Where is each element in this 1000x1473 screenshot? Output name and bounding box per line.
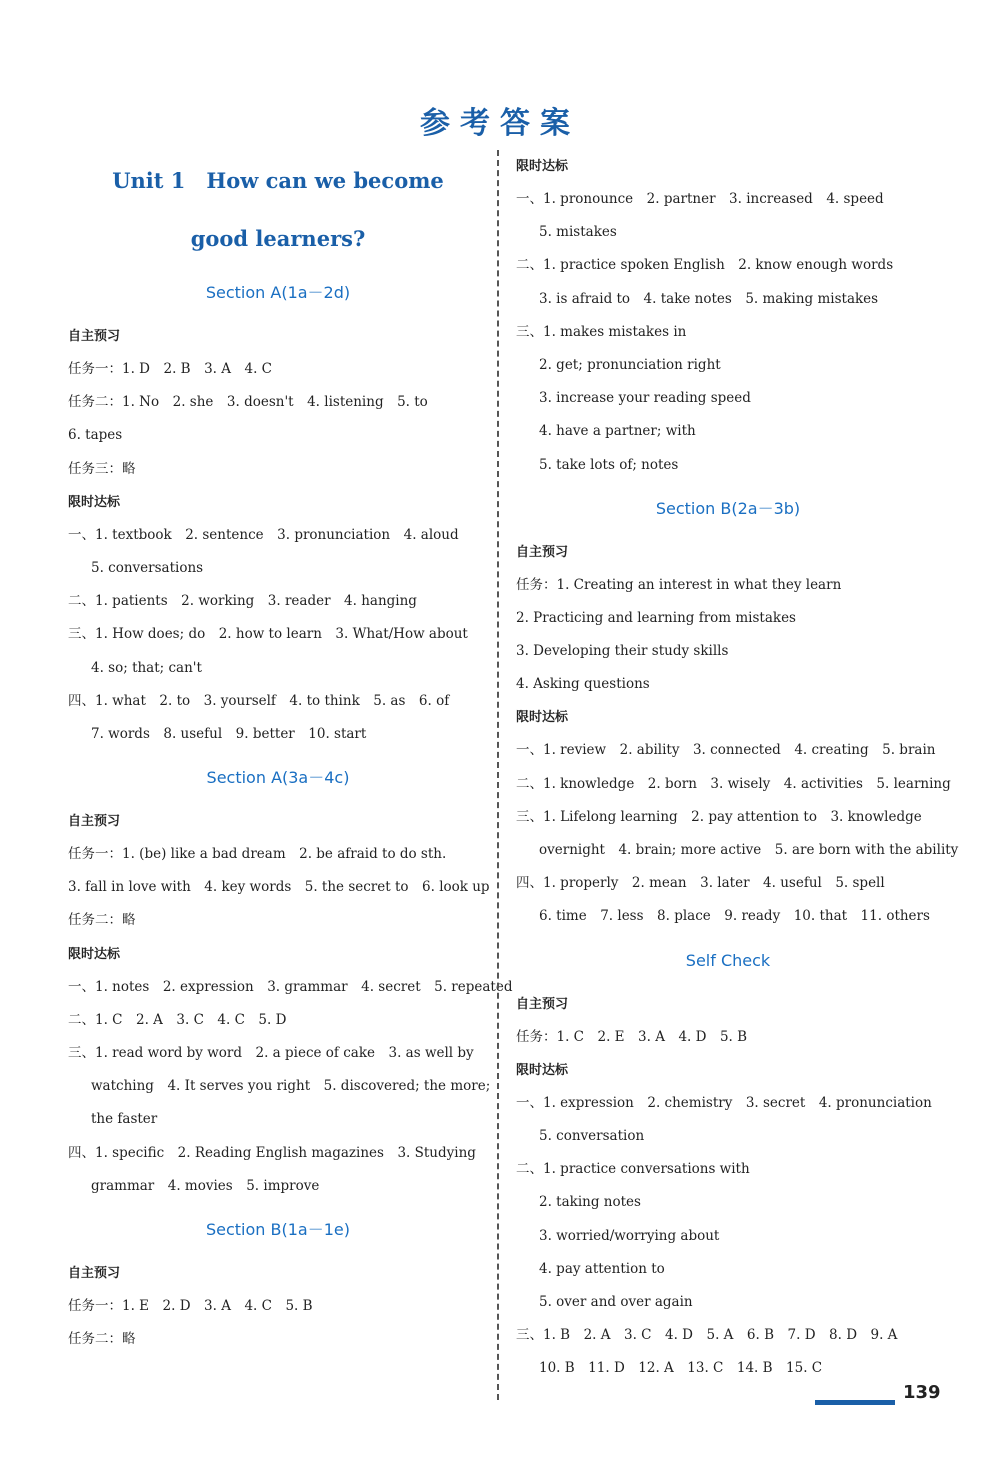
section-heading: Section B(2a－3b) <box>655 498 801 518</box>
answer-line: 3. fall in love with 4. key words 5. the secret to 6. look up <box>68 879 490 896</box>
answer-line: 四、1. properly 2. mean 3. later 4. useful 5. spell <box>516 875 885 892</box>
left-answer-list <box>68 266 513 1356</box>
answer-line: 3. Developing their study skills <box>516 643 729 660</box>
answer-line: 二、1. knowledge 2. born 3. wisely 4. activities 5. learning <box>516 775 951 792</box>
answer-line: 4. pay attention to <box>539 1260 665 1277</box>
answer-line: 一、1. review 2. ability 3. connected 4. creating 5. brain <box>516 742 936 759</box>
answer-line: 4. Asking questions <box>516 676 650 693</box>
answer-line: 三、1. Lifelong learning 2. pay attention to 3. knowledge <box>516 808 922 825</box>
unit-subtitle: good learners? <box>190 226 366 251</box>
subheading: 自主预习 <box>516 996 569 1012</box>
section-heading: Section B(1a－1e) <box>205 1219 350 1239</box>
page-number: 139 <box>903 1382 941 1403</box>
answer-line: 任务一：1. E 2. D 3. A 4. C 5. B <box>68 1297 313 1314</box>
answer-line: 三、1. B 2. A 3. C 4. D 5. A 6. B 7. D 8. D 9. A <box>516 1327 898 1344</box>
column-divider <box>497 150 499 1400</box>
answer-line: 任务二：1. No 2. she 3. doesn't 4. listening 5. to <box>68 394 428 411</box>
subheading: 限时达标 <box>516 159 569 174</box>
left-column <box>68 150 513 1356</box>
answer-line: 6. time 7. less 8. place 9. ready 10. that 11. others <box>539 908 930 925</box>
answer-line: 5. conversations <box>91 559 204 576</box>
footer-bar <box>815 1400 895 1405</box>
answer-line: 任务一：1. (be) like a bad dream 2. be afraid to do sth. <box>68 846 447 863</box>
answer-line: 5. conversation <box>539 1127 645 1144</box>
subheading: 限时达标 <box>516 1062 569 1078</box>
answer-line: 4. have a partner; with <box>539 423 696 440</box>
answer-line: 一、1. notes 2. expression 3. grammar 4. secret 5. repeated <box>68 978 513 995</box>
answer-line: 任务三：略 <box>68 460 136 477</box>
answer-line: grammar 4. movies 5. improve <box>91 1177 320 1194</box>
answer-line: 二、1. patients 2. working 3. reader 4. hanging <box>68 593 417 610</box>
answer-line: 2. Practicing and learning from mistakes <box>516 609 796 626</box>
page-title: 参考答案 <box>420 106 580 141</box>
subheading: 限时达标 <box>68 946 121 962</box>
unit-title: Unit 1 How can we become <box>112 168 444 193</box>
answer-line: 5. over and over again <box>539 1293 693 1310</box>
answer-line: 5. take lots of; notes <box>539 456 679 473</box>
answer-line: overnight 4. brain; more active 5. are born with the ability <box>539 842 959 858</box>
answer-line: 一、1. textbook 2. sentence 3. pronunciation 4. aloud <box>68 526 459 543</box>
answer-line: 任务：1. C 2. E 3. A 4. D 5. B <box>516 1028 748 1045</box>
answer-line: watching 4. It serves you right 5. discovered; the more; <box>91 1078 491 1095</box>
answer-line: 二、1. practice conversations with <box>516 1161 750 1178</box>
answer-line: 二、1. practice spoken English 2. know enough words <box>516 257 894 274</box>
subheading: 自主预习 <box>516 544 569 560</box>
answer-line: 6. tapes <box>68 427 123 444</box>
answer-line: 一、1. expression 2. chemistry 3. secret 4. pronunciation <box>516 1094 932 1111</box>
answer-line: 任务：1. Creating an interest in what they learn <box>516 576 842 593</box>
answer-line: 3. increase your reading speed <box>539 390 751 407</box>
answer-line: 10. B 11. D 12. A 13. C 14. B 15. C <box>539 1360 823 1377</box>
subheading: 自主预习 <box>68 329 121 344</box>
answer-line: 三、1. makes mistakes in <box>516 323 687 340</box>
answer-line: 四、1. what 2. to 3. yourself 4. to think 5. as 6. of <box>68 692 450 709</box>
section-heading: Section A(1a－2d) <box>205 283 351 302</box>
answer-line: 任务一：1. D 2. B 3. A 4. C <box>68 361 273 377</box>
answer-line: 7. words 8. useful 9. better 10. start <box>91 725 367 742</box>
answer-line: 3. is afraid to 4. take notes 5. making mistakes <box>539 290 879 307</box>
answer-line: 任务二：略 <box>68 1331 136 1348</box>
right-column <box>516 150 959 1385</box>
subheading: 限时达标 <box>68 494 121 510</box>
subheading: 自主预习 <box>68 814 121 830</box>
section-heading: Self Check <box>685 950 771 970</box>
answer-line: 2. get; pronunciation right <box>539 356 721 373</box>
right-answer-list <box>516 150 959 1385</box>
answer-line: 二、1. C 2. A 3. C 4. C 5. D <box>68 1011 287 1028</box>
answer-line: 三、1. read word by word 2. a piece of cake 3. as well by <box>68 1045 474 1061</box>
section-heading: Section A(3a－4c) <box>206 768 350 788</box>
answer-line: 3. worried/worrying about <box>539 1227 720 1244</box>
answer-line: 2. taking notes <box>539 1194 641 1211</box>
answer-line: 任务二：略 <box>68 912 136 929</box>
answer-line: 一、1. pronounce 2. partner 3. increased 4. speed <box>516 191 884 207</box>
answer-line: 四、1. specific 2. Reading English magazines 3. Studying <box>68 1144 476 1161</box>
answer-line: 5. mistakes <box>539 224 617 241</box>
page-footer <box>815 1378 941 1408</box>
answer-line: the faster <box>91 1111 158 1128</box>
answer-line: 三、1. How does; do 2. how to learn 3. What/How about <box>68 626 468 643</box>
answer-line: 4. so; that; can't <box>91 659 202 676</box>
subheading: 限时达标 <box>516 710 569 726</box>
subheading: 自主预习 <box>68 1265 121 1281</box>
